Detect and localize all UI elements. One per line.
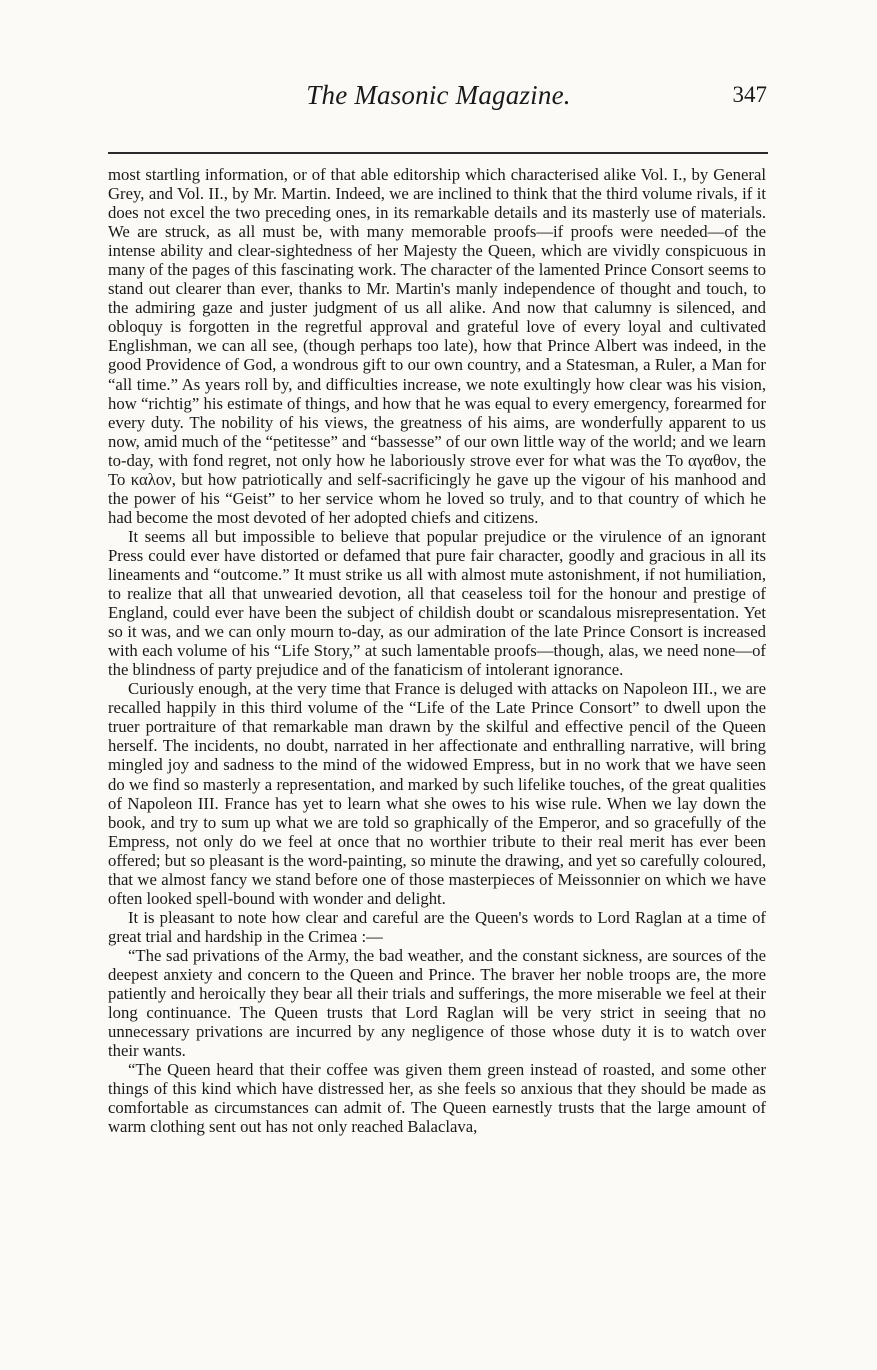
paragraph: It seems all but impossible to believe that popular prejudice or the virulence of an ignorant Press could ever have distorted or defamed that pure fair character, goodly and gracious in all its lineaments and “outcome.” It must strike us all with almost mute astonishment, if not humiliation, to realize that all that unwearied devotion, all that ceaseless toil for the honour and prestige of England, could ever have been the subject of childish doubt or scandalous misrepresentation. Yet so it was, and we can only mourn to-day, as our admiration of the late Prince Consort is increased with each volume of his “Life Story,” at such lamentable proofs—though, alas, we need none—of the blindness of party prejudice and of the fanaticism of intolerant ignorance. bbox=[108, 526, 766, 680]
paragraph: It is pleasant to note how clear and careful are the Queen's words to Lord Raglan at a time of great trial and hardship in the Crimea :— bbox=[108, 907, 766, 946]
running-title: The Masonic Magazine. bbox=[306, 80, 571, 110]
article-body bbox=[108, 165, 766, 1136]
quoted-paragraph: “The Queen heard that their coffee was given them green instead of roasted, and some other things of this kind which have distressed her, as she feels so anxious that they should be made as comfortable as circumstances can admit of. The Queen earnestly trusts that the large amount of warm clothing sent out has not only reached Balaclava, bbox=[108, 1060, 766, 1137]
page-number: 347 bbox=[732, 82, 767, 107]
paragraph: most startling information, or of that able editorship which characterised alike Vol. I., by General Grey, and Vol. II., by Mr. Martin. Indeed, we are inclined to think that the third volume rivals, if it does not excel the two preceding ones, in its remarkable details and its masterly use of materials. We are struck, as all must be, with many memorable proofs—if proofs were needed—of the intense ability and clear-sightedness of her Majesty the Queen, which are vividly conspicuous in many of the pages of this fascinating work. The character of the lamented Prince Consort seems to stand out clearer than ever, thanks to Mr. Martin's manly independence of thought and touch, to the admiring gaze and juster judgment of us all alike. And now that calumny is silenced, and obloquy is forgotten in the regretful approval and grateful love of every loyal and cultivated Englishman, we can all see, (though perhaps too late), how that Prince Albert was indeed, in the good Providence of God, a wondrous gift to our own country, and a Statesman, a Ruler, a Man for “all time.” As years roll by, and difficulties increase, we note exultingly how clear was his vision, how “richtig” his estimate of things, and how that he was equal to every emergency, forearmed for every duty. The nobility of his views, the greatness of his aims, are wonderfully apparent to us now, amid much of the “petitesse” and “bassesse” of our own little way of the world; and we learn to-day, with fond regret, not only how he laboriously strove ever for what was the Το αγαθον, the Το καλον, but how patriotically and self-sacrificingly he gave up the vigour of his manhood and the power of his “Geist” to her service whom he loved so truly, and to that country of which he had become the most devoted of her adopted chiefs and citizens. bbox=[108, 165, 766, 527]
quoted-paragraph: “The sad privations of the Army, the bad weather, and the constant sickness, are sources of the deepest anxiety and concern to the Queen and Prince. The braver her noble troops are, the more patiently and heroically they bear all their trials and sufferings, the more miserable we feel at their long continuance. The Queen trusts that Lord Raglan will be very strict in seeing that no unnecessary privations are incurred by any negligence of those whose duty it is to watch over their wants. bbox=[108, 945, 766, 1061]
page-header bbox=[0, 74, 877, 124]
paragraph: Curiously enough, at the very time that France is deluged with attacks on Napoleon III., we are recalled happily in this third volume of the “Life of the Late Prince Consort” to dwell upon the truer portraiture of that remarkable man drawn by the skilful and effective pencil of the Queen herself. The incidents, no doubt, narrated in her affectionate and enthralling narrative, will bring mingled joy and sadness to the mind of the widowed Empress, but in no work that we have seen do we find so masterly a representation, and marked by such lifelike touches, of the great qualities of Napoleon III. France has yet to learn what she owes to his wise rule. When we lay down the book, and try to sum up what we are told so graphically of the Emperor, and so gracefully of the Empress, not only do we feel at once that no worthier tribute to their real merit has ever been offered; but so pleasant is the word-painting, so minute the drawing, and yet so carefully coloured, that we almost fancy we stand before one of those masterpieces of Meissonnier on which we have often looked spell-bound with wonder and delight. bbox=[108, 679, 766, 908]
header-rule bbox=[108, 152, 768, 154]
